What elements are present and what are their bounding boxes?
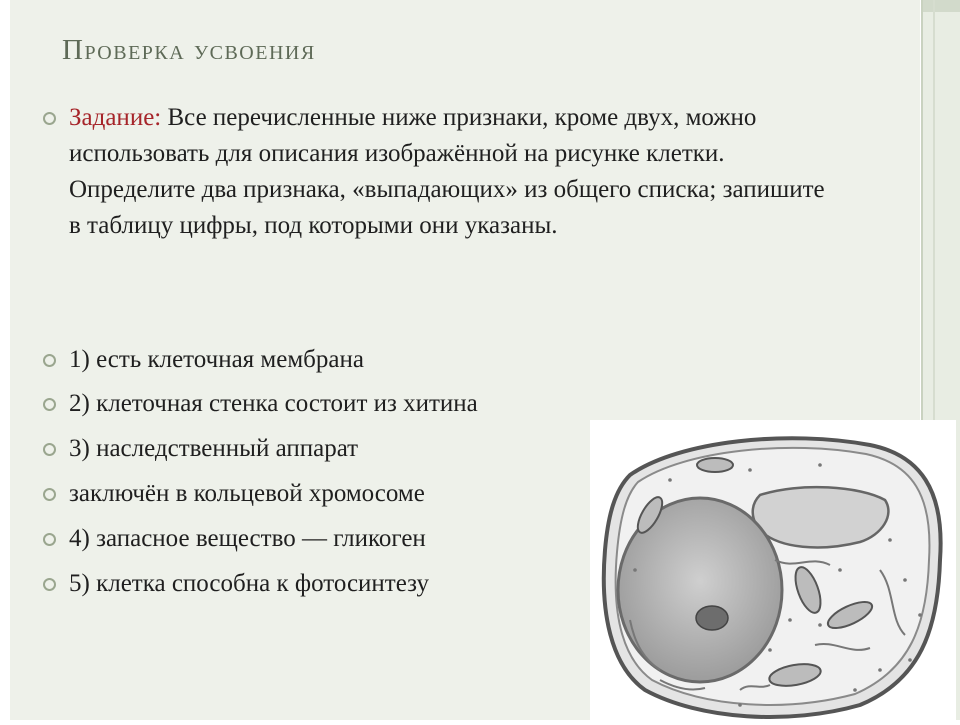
list-item-text: 3) наследственный аппарат (69, 435, 359, 462)
list-item-2 (40, 386, 478, 422)
bullet-icon (43, 488, 56, 501)
bullet-icon (43, 533, 56, 546)
task-bullet (40, 100, 829, 244)
cell-illustration (590, 420, 956, 720)
list-item-1 (40, 342, 364, 378)
decorative-corner (923, 0, 960, 12)
bullet-icon (43, 354, 56, 367)
list-item-4 (40, 521, 426, 557)
list-item-text: 4) запасное вещество — гликоген (69, 525, 426, 552)
decorative-line (933, 0, 935, 420)
bullet-icon (43, 578, 56, 591)
bullet-icon (43, 398, 56, 411)
slide-title: Проверка усвоения (62, 34, 316, 66)
list-item-5 (40, 566, 429, 602)
bullet-icon (43, 112, 56, 125)
list-item-text: 5) клетка способна к фотосинтезу (69, 570, 429, 597)
task-text: Все перечисленные ниже признаки, кроме двух, можно использовать для описания изображённой на рисунке клетки. Определите два признака, «выпадающих» из общего списка; запишите в таблицу цифры, под которыми они указаны. (69, 104, 825, 239)
bullet-icon (43, 443, 56, 456)
list-item-text: 2) клеточная стенка состоит из хитина (69, 390, 478, 417)
cell-drawing (590, 420, 956, 720)
list-item-3 (40, 431, 358, 467)
task-label: Задание: (69, 104, 162, 131)
list-item-3-continued (40, 476, 425, 512)
list-item-text: 1) есть клеточная мембрана (69, 346, 364, 373)
list-item-text: заключён в кольцевой хромосоме (69, 480, 425, 507)
